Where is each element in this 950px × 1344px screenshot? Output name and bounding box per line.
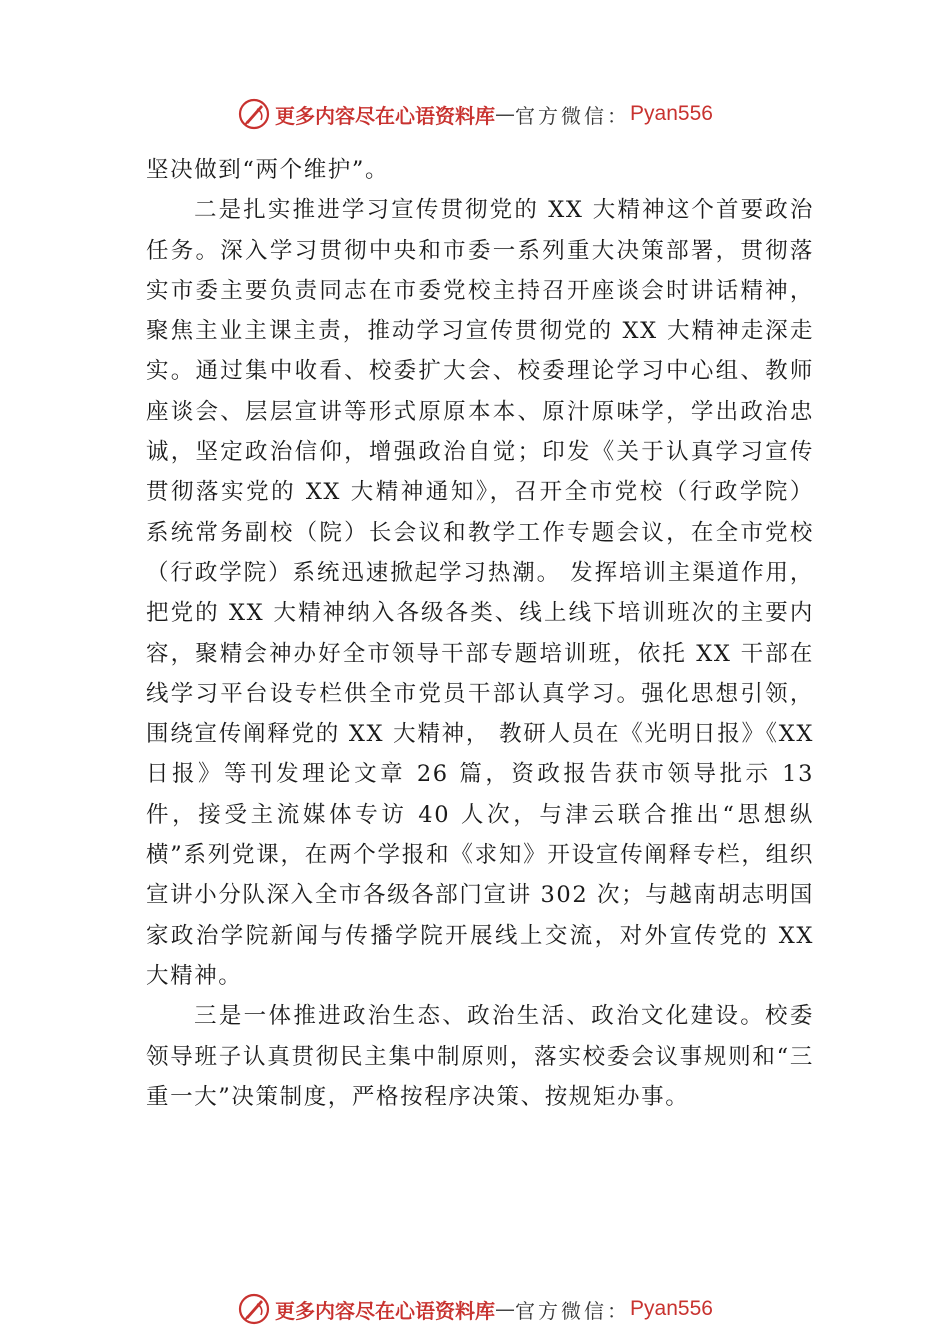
paragraph-item-three: 三是一体推进政治生态、政治生活、政治文化建设。校委领导班子认真贯彻民主集中制原则，落实校委会议事规则和“三重一大”决策制度，严格按程序决策、按规矩办事。	[146, 1003, 814, 1110]
watermark-dash: —	[495, 102, 516, 126]
quill-pen-logo-icon	[237, 97, 271, 131]
watermark-wechat-label: 官方微信：	[515, 103, 631, 128]
quill-pen-logo-icon	[237, 1292, 271, 1326]
watermark-brand: 更多内容尽在心语资料库	[275, 1298, 496, 1323]
watermark-dash: —	[495, 1297, 516, 1321]
watermark-wechat-id: Pyan556	[630, 102, 713, 125]
watermark-brand: 更多内容尽在心语资料库	[275, 103, 496, 128]
watermark-wechat-id: Pyan556	[630, 1297, 713, 1320]
paragraph-item-two: 二是扎实推进学习宣传贯彻党的 XX 大精神这个首要政治任务。深入学习贯彻中央和市委一系列重大决策部署，贯彻落实市委主要负责同志在市委党校主持召开座谈会时讲话精神，聚焦主业主课主责，推动学习宣传贯彻党的 XX 大精神走深走实。通过集中收看、校委扩大会、校委理论学习中心组、教师座谈会、层层宣讲等形式原原本本、原汁原味学，学出政治忠诚，坚定政治信仰，增强政治自觉；印发《关于认真学习宣传贯彻落实党的 XX 大精神通知》，召开全市党校（行政学院）系统常务副校（院）长会议和教学工作专题会议，在全市党校（行政学院）系统迅速掀起学习热潮。 发挥培训主渠道作用，把党的 XX 大精神纳入各级各类、线上线下培训班次的主要内容，聚精会神办好全市领导干部专题培训班，依托 XX 干部在线学习平台设专栏供全市党员干部认真学习。强化思想引领，围绕宣传阐释党的 XX 大精神， 教研人员在《光明日报》《XX 日报》等刊发理论文章 26 篇，资政报告获市领导批示 13 件，接受主流媒体专访 40 人次，与津云联合推出“思想纵横”系列党课，在两个学报和《求知》开设宣传阐释专栏，组织宣讲小分队深入全市各级各部门宣讲 302 次；与越南胡志明国家政治学院新闻与传播学院开展线上交流，对外宣传党的 XX 大精神。	[146, 197, 814, 989]
footer-watermark	[0, 1289, 950, 1329]
header-watermark	[0, 94, 950, 134]
watermark-wechat-label: 官方微信：	[515, 1298, 631, 1323]
paragraph-continuation: 坚决做到“两个维护”。	[146, 157, 390, 183]
document-body	[146, 150, 814, 1117]
